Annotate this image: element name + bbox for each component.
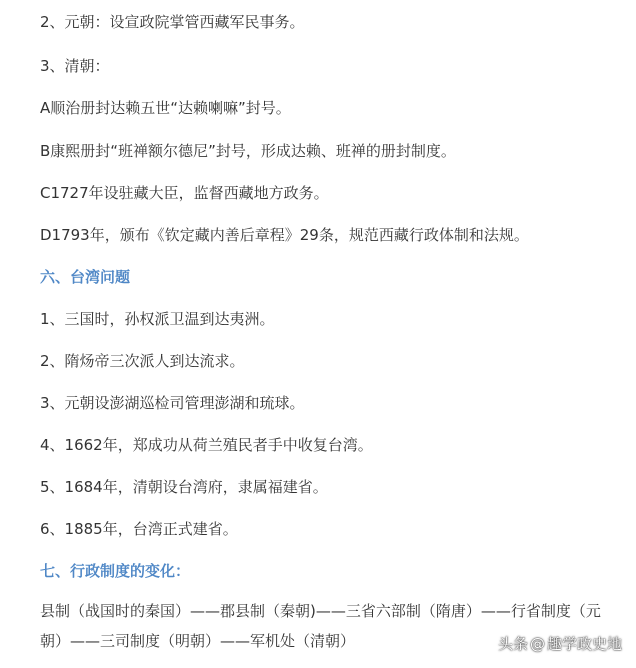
text-line: D1793年，颁布《钦定藏内善后章程》29条，规范西藏行政体制和法规。: [40, 226, 529, 244]
list-item: 3、元朝设澎湖巡检司管理澎湖和琉球。: [40, 394, 305, 412]
text-line: A顺治册封达赖五世“达赖喇嘛”封号。: [40, 99, 291, 117]
list-item: 2、隋炀帝三次派人到达流求。: [40, 352, 245, 370]
watermark-brand: 头条: [497, 635, 528, 653]
section-heading-admin: 七、行政制度的变化：: [40, 562, 191, 580]
text-line: C1727年设驻藏大臣，监督西藏地方政务。: [40, 184, 329, 202]
list-item: 6、1885年，台湾正式建省。: [40, 520, 238, 538]
at-icon: @: [529, 635, 545, 653]
section-heading-taiwan: 六、台湾问题: [40, 268, 131, 286]
watermark: [498, 634, 622, 654]
list-item: 4、1662年，郑成功从荷兰殖民者手中收复台湾。: [40, 436, 373, 454]
text-line: 3、清朝：: [40, 57, 110, 75]
watermark-account: 趣学政史地: [546, 635, 622, 653]
text-line: 2、元朝：设宣政院掌管西藏军民事务。: [40, 13, 305, 31]
list-item: 1、三国时，孙权派卫温到达夷洲。: [40, 310, 275, 328]
text-line: B康熙册封“班禅额尔德尼”封号，形成达赖、班禅的册封制度。: [40, 142, 456, 160]
list-item: 5、1684年，清朝设台湾府，隶属福建省。: [40, 478, 328, 496]
paragraph-admin-system: 县制（战国时的秦国）——郡县制（秦朝)——三省六部制（隋唐）——行省制度（元朝）——三司制度（明朝）——军机处（清朝）: [40, 602, 601, 650]
